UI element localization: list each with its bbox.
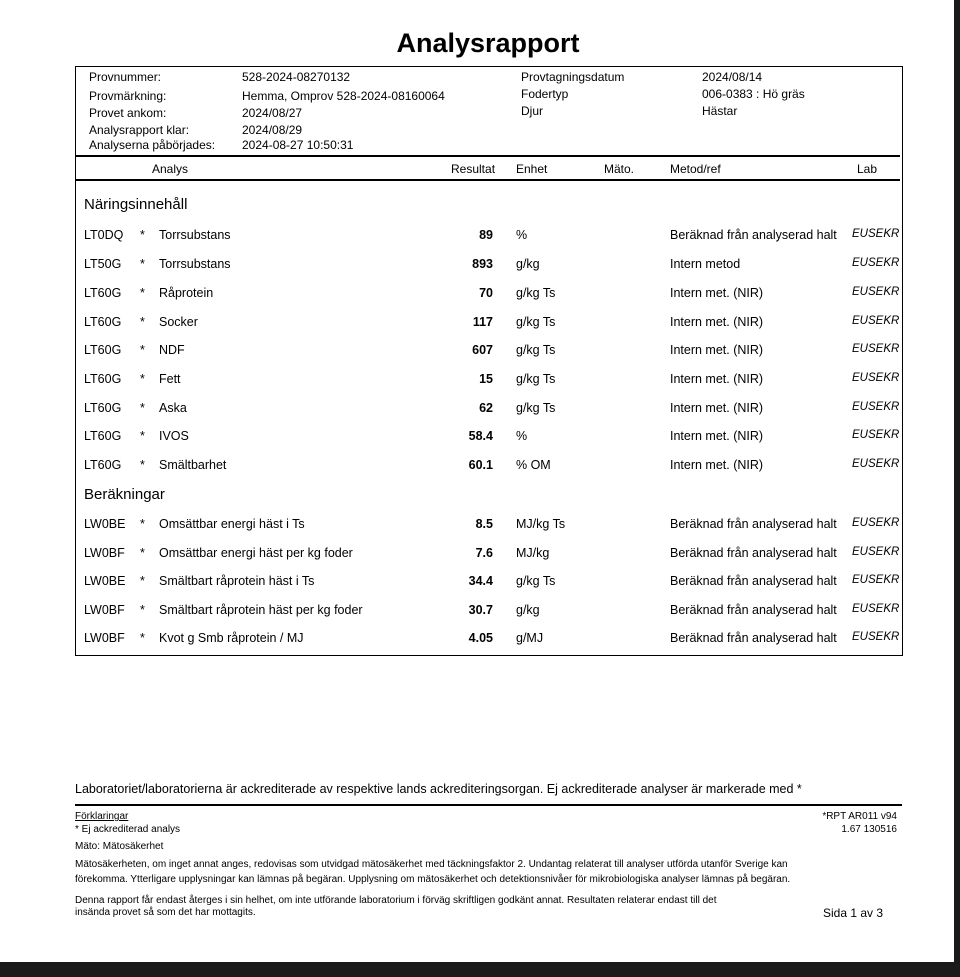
meta-value: 006-0383 : Hö gräs — [702, 87, 805, 101]
analysis-result: 58.4 — [468, 429, 493, 443]
meta-label: Provmärkning: — [89, 89, 167, 103]
meta-label: Fodertyp — [521, 87, 569, 101]
analysis-result: 7.6 — [475, 546, 493, 560]
non-accredited-marker: * — [140, 228, 145, 242]
analysis-unit: g/kg Ts — [516, 343, 556, 357]
analysis-unit: g/kg — [516, 257, 540, 271]
table-row — [76, 574, 900, 592]
analysis-result: 70 — [479, 286, 493, 300]
analysis-code: LW0BE — [84, 517, 126, 531]
analysis-code: LW0BF — [84, 603, 125, 617]
analysis-name: Aska — [159, 401, 187, 415]
analysis-result: 62 — [479, 401, 493, 415]
col-resultat: Resultat — [451, 162, 496, 176]
table-row — [76, 372, 900, 390]
meta-value: 2024/08/14 — [702, 70, 763, 84]
table-row — [76, 517, 900, 535]
analysis-result: 893 — [472, 257, 493, 271]
analysis-unit: g/kg Ts — [516, 372, 556, 386]
meta-value: 2024/08/29 — [242, 123, 303, 137]
analysis-code: LT50G — [84, 257, 122, 271]
analysis-name: Torrsubstans — [159, 228, 231, 242]
non-accredited-marker: * — [140, 458, 145, 472]
analysis-result: 30.7 — [468, 603, 493, 617]
analysis-code: LW0BF — [84, 546, 125, 560]
meta-value: 2024-08-27 10:50:31 — [242, 138, 354, 152]
analysis-name: Råprotein — [159, 286, 214, 300]
analysis-code: LT60G — [84, 315, 122, 329]
analysis-unit: MJ/kg Ts — [516, 517, 566, 531]
non-accredited-marker: * — [140, 631, 145, 645]
table-row — [76, 603, 900, 621]
analysis-name: NDF — [159, 343, 185, 357]
analysis-lab: EUSEKR — [852, 343, 900, 355]
analysis-code: LT60G — [84, 372, 122, 386]
analysis-method: Intern met. (NIR) — [670, 343, 764, 357]
non-accredited-marker: * — [140, 429, 145, 443]
meta-label: Provtagningsdatum — [521, 70, 625, 84]
analysis-result: 607 — [472, 343, 493, 357]
page-number: Sida 1 av 3 — [823, 906, 884, 920]
analysis-lab: EUSEKR — [852, 631, 900, 643]
analysis-unit: % OM — [516, 458, 551, 472]
table-row — [76, 286, 900, 304]
analysis-code: LT60G — [84, 343, 122, 357]
reproduction-text: Denna rapport får endast återges i sin helhet, om inte utförande laboratorium i förväg skriftligen godkänt annat. Resultaten relaterar endast till det — [75, 895, 717, 906]
analysis-unit: % — [516, 429, 528, 443]
accreditation-note: Laboratoriet/laboratorierna är ackrediterade av respektive lands ackrediteringsorgan. Ej ackrediterade analyser är markerade med * — [75, 782, 802, 796]
analysis-unit: g/MJ — [516, 631, 544, 645]
report-version-code: 1.67 130516 — [841, 824, 897, 835]
analysis-name: IVOS — [159, 429, 189, 443]
table-row — [76, 401, 900, 419]
col-analys: Analys — [152, 162, 189, 176]
meta-label: Provet ankom: — [89, 106, 167, 120]
table-row — [76, 546, 900, 564]
analysis-lab: EUSEKR — [852, 401, 900, 413]
analysis-method: Beräknad från analyserad halt — [670, 228, 837, 242]
analysis-code: LW0BF — [84, 631, 125, 645]
analysis-result: 15 — [479, 372, 493, 386]
meta-value: 528-2024-08270132 — [242, 70, 351, 84]
reproduction-text: insända provet så som det har mottagits. — [75, 907, 256, 918]
analysis-code: LT60G — [84, 401, 122, 415]
table-row — [76, 631, 900, 649]
analysis-name: Omsättbar energi häst per kg foder — [159, 546, 353, 560]
analysis-method: Intern met. (NIR) — [670, 401, 764, 415]
explanation-star: * Ej ackrediterad analys — [75, 824, 181, 835]
meta-value: Hästar — [702, 104, 738, 118]
analysis-result: 117 — [472, 315, 493, 329]
uncertainty-text: Mätosäkerheten, om inget annat anges, redovisas som utvidgad mätosäkerhet med täckningsfaktor 2. Undantag relaterat till analyser utförda utanför Sverige kan — [75, 859, 788, 870]
analysis-name: Fett — [159, 372, 181, 386]
report-title: Analysrapport — [396, 28, 580, 58]
non-accredited-marker: * — [140, 315, 145, 329]
analysis-name: Kvot g Smb råprotein / MJ — [159, 631, 304, 645]
analysis-code: LT0DQ — [84, 228, 124, 242]
non-accredited-marker: * — [140, 603, 145, 617]
col-mato: Mäto. — [604, 162, 635, 176]
col-enhet: Enhet — [516, 162, 548, 176]
meta-value: Hemma, Omprov 528-2024-08160064 — [242, 89, 445, 103]
analysis-method: Intern met. (NIR) — [670, 286, 764, 300]
analysis-lab: EUSEKR — [852, 574, 900, 586]
analysis-unit: g/kg Ts — [516, 286, 556, 300]
col-metod: Metod/ref — [670, 162, 721, 176]
analysis-lab: EUSEKR — [852, 372, 900, 384]
analysis-result: 8.5 — [475, 517, 493, 531]
analysis-method: Beräknad från analyserad halt — [670, 631, 837, 645]
analysis-result: 89 — [479, 228, 493, 242]
analysis-method: Beräknad från analyserad halt — [670, 603, 837, 617]
analysis-result: 4.05 — [468, 631, 493, 645]
analysis-lab: EUSEKR — [852, 517, 900, 529]
non-accredited-marker: * — [140, 517, 145, 531]
non-accredited-marker: * — [140, 574, 145, 588]
analysis-code: LT60G — [84, 429, 122, 443]
analysis-unit: MJ/kg — [516, 546, 550, 560]
analysis-method: Intern met. (NIR) — [670, 315, 764, 329]
analysis-code: LW0BE — [84, 574, 126, 588]
analysis-unit: % — [516, 228, 528, 242]
analysis-method: Intern met. (NIR) — [670, 372, 764, 386]
footer-divider — [75, 804, 902, 806]
analysis-lab: EUSEKR — [852, 603, 900, 615]
analysis-name: Smältbarhet — [159, 458, 227, 472]
analysis-name: Smältbart råprotein häst per kg foder — [159, 603, 363, 617]
table-row — [76, 315, 900, 333]
non-accredited-marker: * — [140, 286, 145, 300]
analysis-method: Intern metod — [670, 257, 741, 271]
analysis-lab: EUSEKR — [852, 286, 900, 298]
explanations-title: Förklaringar — [75, 811, 129, 822]
table-row — [76, 257, 900, 275]
report-table-box — [75, 66, 903, 656]
non-accredited-marker: * — [140, 372, 145, 386]
non-accredited-marker: * — [140, 546, 145, 560]
analysis-result: 34.4 — [468, 574, 493, 588]
meta-label: Djur — [521, 104, 544, 118]
analysis-lab: EUSEKR — [852, 257, 900, 269]
explanation-mato: Mäto: Mätosäkerhet — [75, 841, 164, 852]
analysis-unit: g/kg Ts — [516, 315, 556, 329]
analysis-method: Intern met. (NIR) — [670, 458, 764, 472]
meta-value: 2024/08/27 — [242, 106, 303, 120]
uncertainty-text: förekomma. Ytterligare upplysningar kan lämnas på begäran. Upplysning om mätosäkerhet och detektionsnivåer för mikrobiologiska analyser lämnas på begäran. — [75, 874, 791, 885]
analysis-name: Socker — [159, 315, 198, 329]
analysis-unit: g/kg Ts — [516, 574, 556, 588]
analysis-name: Torrsubstans — [159, 257, 231, 271]
section-title: Beräkningar — [84, 486, 165, 503]
analysis-lab: EUSEKR — [852, 546, 900, 558]
analysis-unit: g/kg — [516, 603, 540, 617]
analysis-lab: EUSEKR — [852, 458, 900, 470]
analysis-method: Beräknad från analyserad halt — [670, 574, 837, 588]
table-header — [76, 155, 900, 181]
analysis-lab: EUSEKR — [852, 429, 900, 441]
analysis-code: LT60G — [84, 286, 122, 300]
non-accredited-marker: * — [140, 257, 145, 271]
non-accredited-marker: * — [140, 343, 145, 357]
meta-label: Provnummer: — [89, 70, 162, 84]
col-lab: Lab — [857, 162, 878, 176]
non-accredited-marker: * — [140, 401, 145, 415]
analysis-unit: g/kg Ts — [516, 401, 556, 415]
table-row — [76, 429, 900, 447]
table-row — [76, 458, 900, 476]
analysis-lab: EUSEKR — [852, 228, 900, 240]
analysis-lab: EUSEKR — [852, 315, 900, 327]
section-title: Näringsinnehåll — [84, 196, 188, 213]
analysis-method: Beräknad från analyserad halt — [670, 546, 837, 560]
analysis-code: LT60G — [84, 458, 122, 472]
analysis-method: Beräknad från analyserad halt — [670, 517, 837, 531]
report-version: *RPT AR011 v94 — [822, 811, 897, 822]
table-row — [76, 343, 900, 361]
analysis-result: 60.1 — [468, 458, 493, 472]
analysis-name: Smältbart råprotein häst i Ts — [159, 574, 315, 588]
meta-label: Analysrapport klar: — [89, 123, 190, 137]
analysis-name: Omsättbar energi häst i Ts — [159, 517, 305, 531]
analysis-method: Intern met. (NIR) — [670, 429, 764, 443]
meta-label: Analyserna påbörjades: — [89, 138, 216, 152]
table-row — [76, 228, 900, 246]
